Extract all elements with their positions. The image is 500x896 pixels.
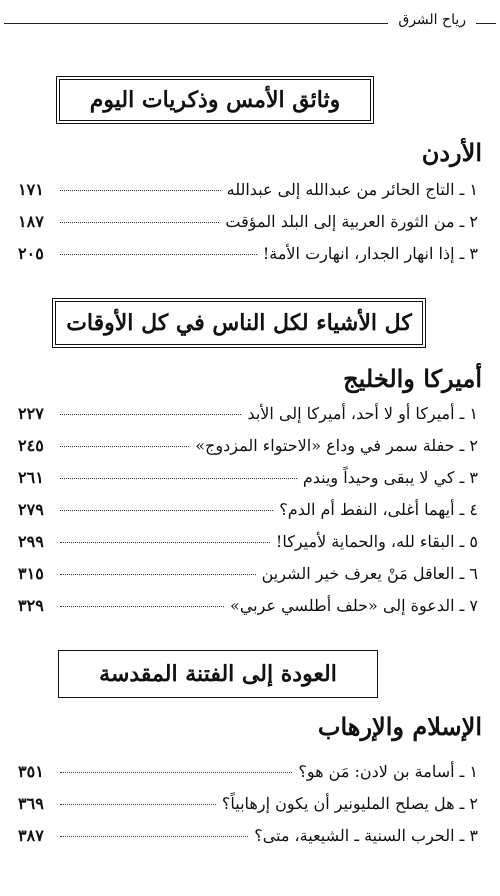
toc-entry[interactable] xyxy=(18,180,478,208)
leader-dots xyxy=(60,542,270,543)
section-box-title: وثائق الأمس وذكريات اليوم xyxy=(89,87,341,113)
toc-entry-label: ٣ ـ الحرب السنية ـ الشيعية، متى؟ xyxy=(254,826,478,845)
toc-entry[interactable] xyxy=(18,762,478,790)
toc-entry-label: ٦ ـ العاقل مَنْ يعرف خير الشرين xyxy=(261,564,478,583)
header-rule-right xyxy=(476,23,496,24)
chapter-title-3: الإسلام والإرهاب xyxy=(317,712,482,741)
section-box-title: العودة إلى الفتنة المقدسة xyxy=(99,661,337,687)
section-box-1 xyxy=(56,76,374,124)
toc-entry-label: ٣ ـ كي لا يبقى وحيداً ويندم xyxy=(302,468,478,487)
toc-entry-page: ٣٥١ xyxy=(18,762,44,781)
toc-entry-label: ٢ ـ من الثورة العربية إلى البلد المؤقت xyxy=(225,212,478,231)
toc-entry-page: ١٧١ xyxy=(18,180,44,199)
toc-entry[interactable] xyxy=(18,404,478,432)
running-header xyxy=(4,6,496,34)
leader-dots xyxy=(60,574,256,575)
toc-entry-page: ٣٨٧ xyxy=(18,826,44,845)
toc-entry[interactable] xyxy=(18,500,478,528)
toc-entry[interactable] xyxy=(18,244,478,272)
toc-entry-label: ٤ ـ أيهما أغلى، النفط أم الدم؟ xyxy=(279,500,478,519)
toc-entry-page: ٢٢٧ xyxy=(18,404,44,423)
toc-entry-label: ١ ـ أسامة بن لادن: مَن هو؟ xyxy=(298,762,478,781)
toc-entry-label: ٢ ـ حفلة سمر في وداع «الاحتواء المزدوج» xyxy=(195,436,478,455)
toc-entry-page: ٢٠٥ xyxy=(18,244,44,263)
leader-dots xyxy=(60,804,216,805)
toc-entry[interactable] xyxy=(18,596,478,624)
leader-dots xyxy=(60,510,273,511)
toc-entry-label: ١ ـ أميركا أو لا أحد، أميركا إلى الأبد xyxy=(247,404,478,423)
toc-entry[interactable] xyxy=(18,212,478,240)
toc-entry[interactable] xyxy=(18,532,478,560)
leader-dots xyxy=(60,254,257,255)
leader-dots xyxy=(60,478,297,479)
section-box-3 xyxy=(58,650,378,698)
toc-entry[interactable] xyxy=(18,468,478,496)
leader-dots xyxy=(60,772,292,773)
toc-entry-page: ١٨٧ xyxy=(18,212,44,231)
chapter-title-2: أميركا والخليج xyxy=(343,364,482,393)
section-box-title: كل الأشياء لكل الناس في كل الأوقات xyxy=(66,310,412,336)
toc-entry[interactable] xyxy=(18,564,478,592)
toc-entry-label: ٢ ـ هل يصلح المليونير أن يكون إرهابياً؟ xyxy=(221,794,478,813)
toc-entry[interactable] xyxy=(18,436,478,464)
toc-entry-page: ٢٩٩ xyxy=(18,532,44,551)
leader-dots xyxy=(60,836,248,837)
leader-dots xyxy=(60,606,224,607)
leader-dots xyxy=(60,190,221,191)
toc-entry-page: ٢٤٥ xyxy=(18,436,44,455)
toc-entry[interactable] xyxy=(18,826,478,854)
toc-entry-page: ٣١٥ xyxy=(18,564,44,583)
toc-entry-label: ٣ ـ إذا انهار الجدار، انهارت الأمة! xyxy=(262,244,478,263)
running-header-title: رياح الشرق xyxy=(398,12,466,28)
leader-dots xyxy=(60,222,219,223)
toc-entry-label: ٥ ـ البقاء لله، والحماية لأميركا! xyxy=(275,532,478,551)
toc-entry-label: ٧ ـ الدعوة إلى «حلف أطلسي عربي» xyxy=(230,596,478,615)
section-box-2 xyxy=(52,298,426,348)
leader-dots xyxy=(60,446,189,447)
toc-entry-page: ٢٦١ xyxy=(18,468,44,487)
chapter-title-1: الأردن xyxy=(421,138,482,167)
toc-entry-page: ٣٢٩ xyxy=(18,596,44,615)
toc-entry-label: ١ ـ التاج الحائر من عبدالله إلى عبدالله xyxy=(226,180,478,199)
header-rule-left xyxy=(4,23,388,24)
toc-entry-page: ٢٧٩ xyxy=(18,500,44,519)
toc-entry[interactable] xyxy=(18,794,478,822)
leader-dots xyxy=(60,414,241,415)
toc-entry-page: ٣٦٩ xyxy=(18,794,44,813)
